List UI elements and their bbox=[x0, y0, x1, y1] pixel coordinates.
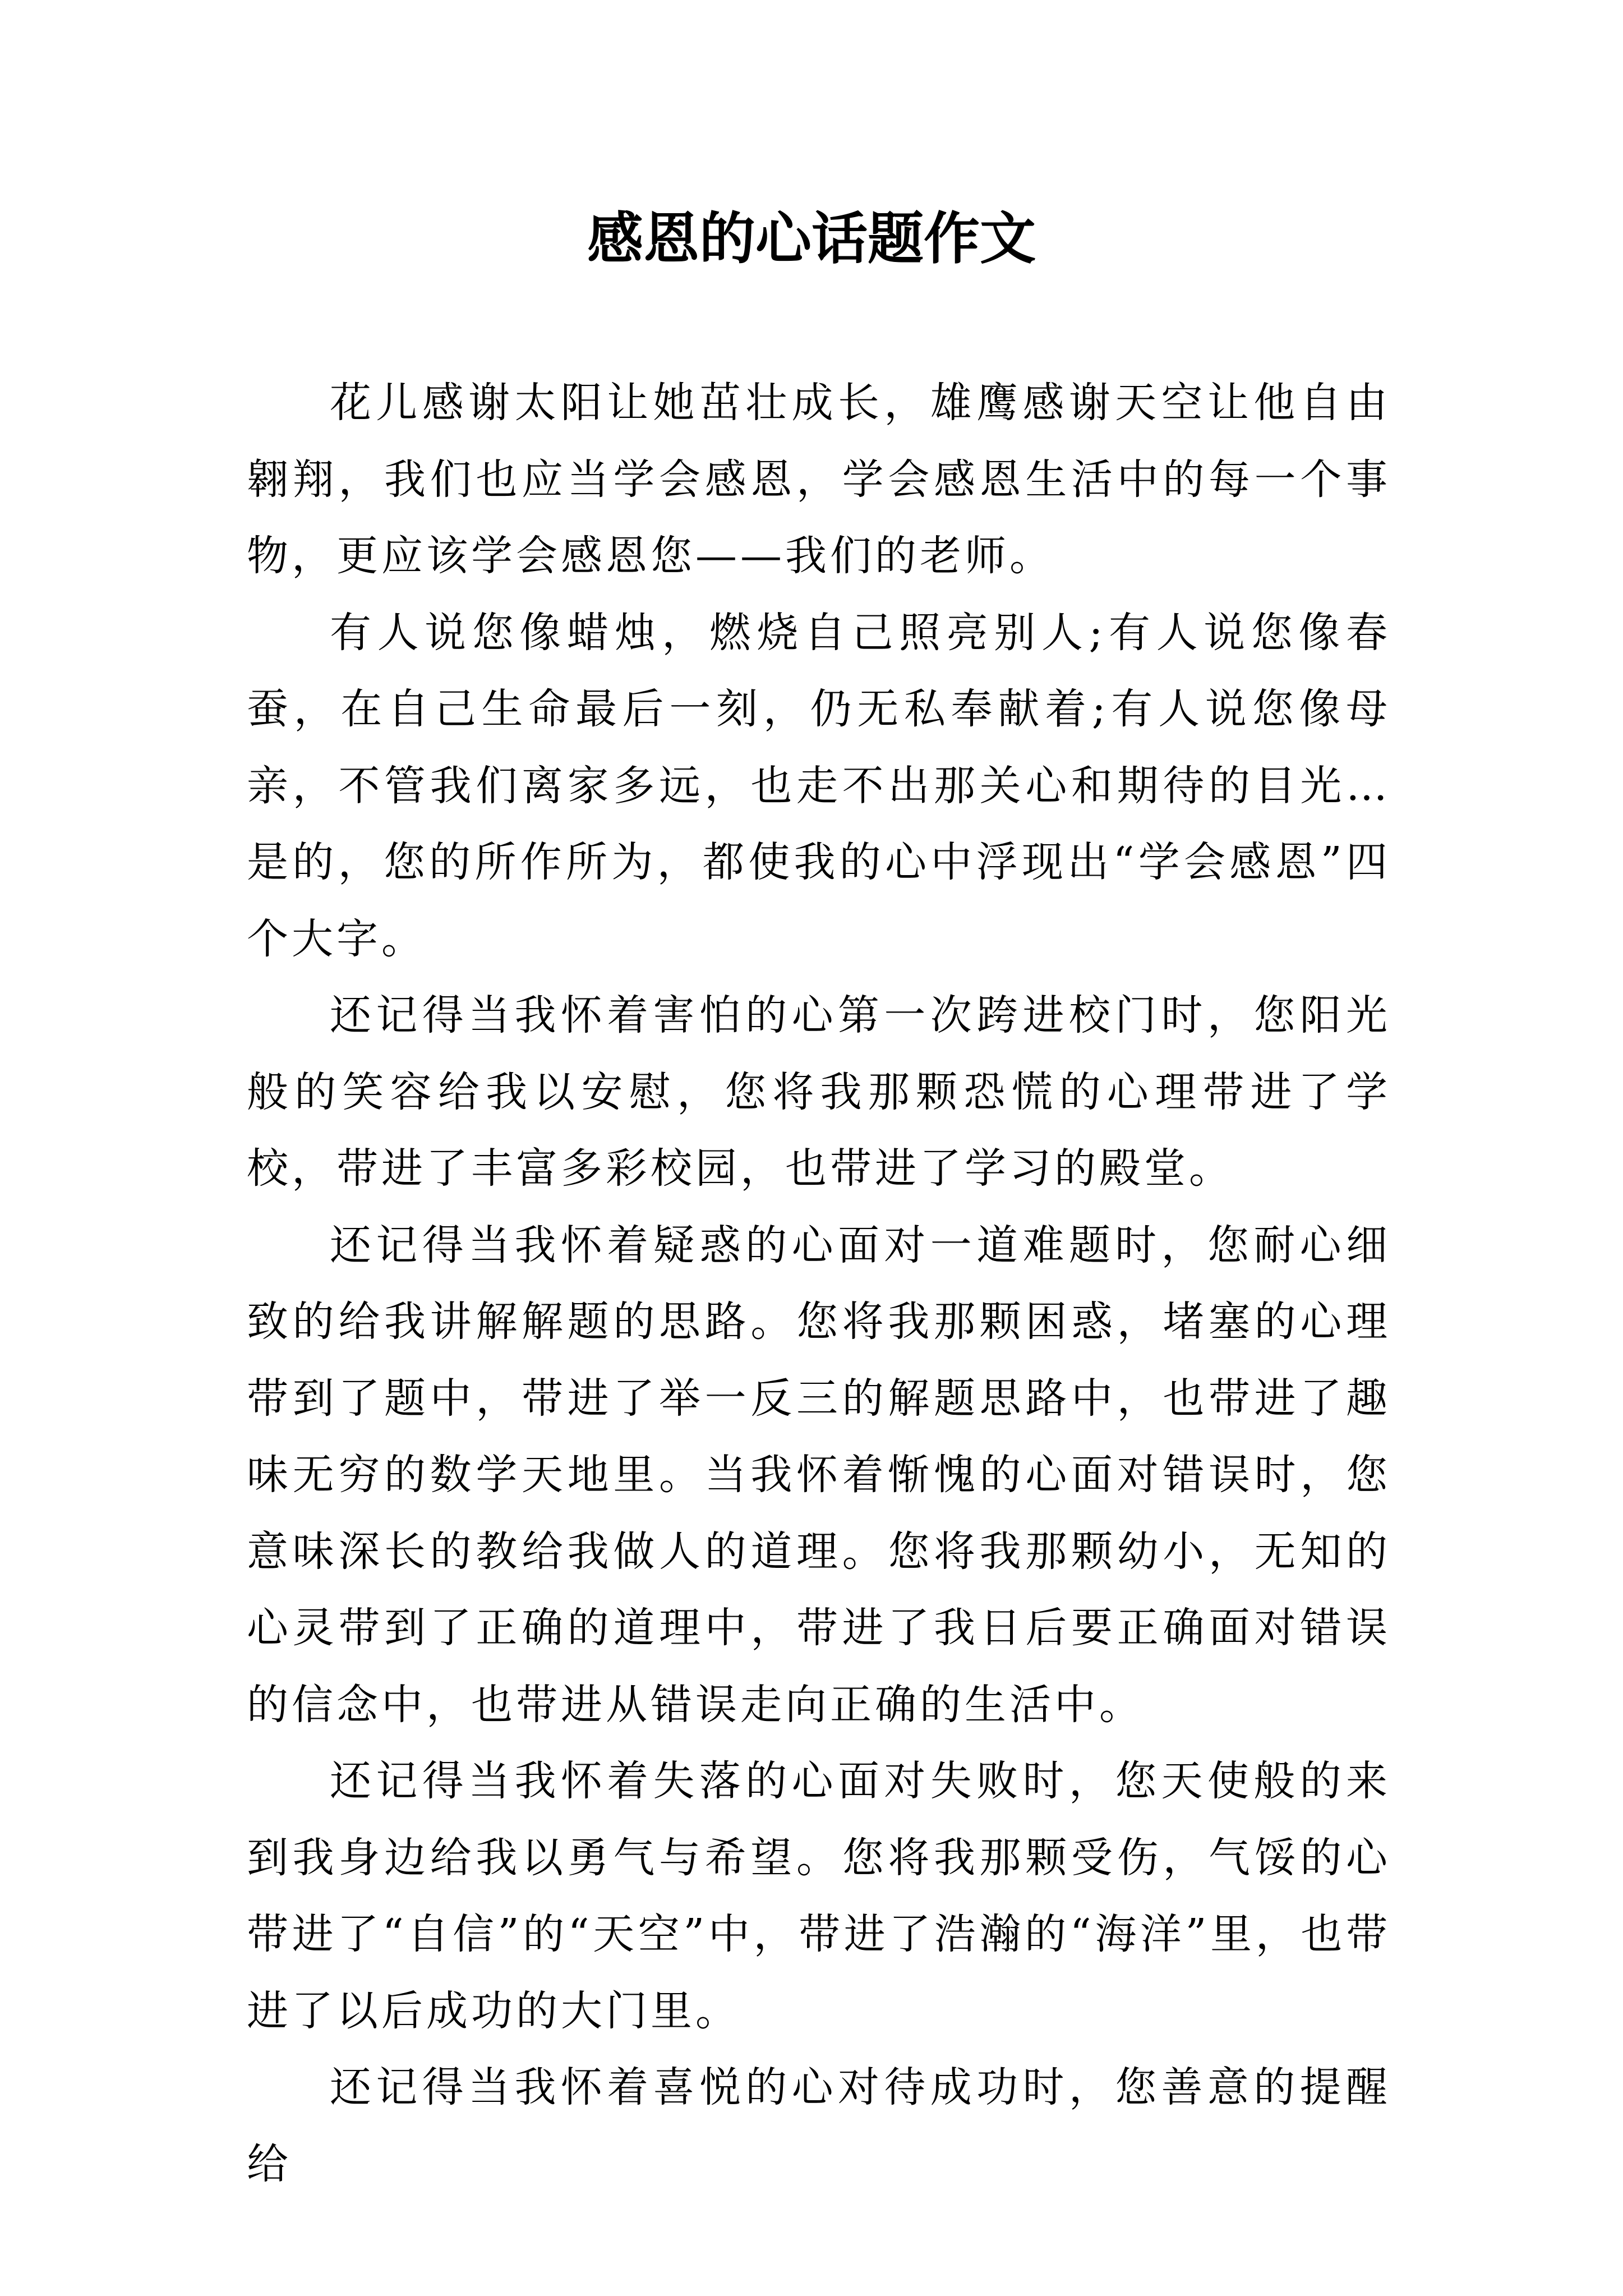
paragraph-6: 还记得当我怀着喜悦的心对待成功时，您善意的提醒给 bbox=[247, 2063, 1391, 2188]
paragraph-3: 还记得当我怀着害怕的心第一次跨进校门时，您阳光般的笑容给我以安慰，您将我那颗恐慌的心理带进了学校，带进了丰富多彩校园，也带进了学习的殿堂。 bbox=[247, 991, 1391, 1193]
paragraph-2: 有人说您像蜡烛，燃烧自己照亮别人;有人说您像春蚕，在自己生命最后一刻，仍无私奉献着;有人说您像母亲，不管我们离家多远，也走不出那关心和期待的目光…是的，您的所作所为，都使我的心中浮现出“学会感恩”四个大字。 bbox=[247, 608, 1391, 963]
paragraph-5: 还记得当我怀着失落的心面对失败时，您天使般的来到我身边给我以勇气与希望。您将我那颗受伤，气馁的心带进了“自信”的“天空”中，带进了浩瀚的“海洋”里，也带进了以后成功的大门里。 bbox=[247, 1757, 1391, 2035]
paragraph-4: 还记得当我怀着疑惑的心面对一道难题时，您耐心细致的给我讲解解题的思路。您将我那颗困惑，堵塞的心理带到了题中，带进了举一反三的解题思路中，也带进了趣味无穷的数学天地里。当我怀着惭愧的心面对错误时，您意味深长的教给我做人的道理。您将我那颗幼小，无知的心灵带到了正确的道理中，带进了我日后要正确面对错误的信念中，也带进从错误走向正确的生活中。 bbox=[247, 1221, 1391, 1729]
page-title: 感恩的心话题作文 bbox=[587, 205, 1036, 272]
paragraph-1: 花儿感谢太阳让她茁壮成长，雄鹰感谢天空让他自由翱翔，我们也应当学会感恩，学会感恩生活中的每一个事物，更应该学会感恩您——我们的老师。 bbox=[247, 379, 1391, 580]
essay-body bbox=[247, 365, 1391, 2202]
